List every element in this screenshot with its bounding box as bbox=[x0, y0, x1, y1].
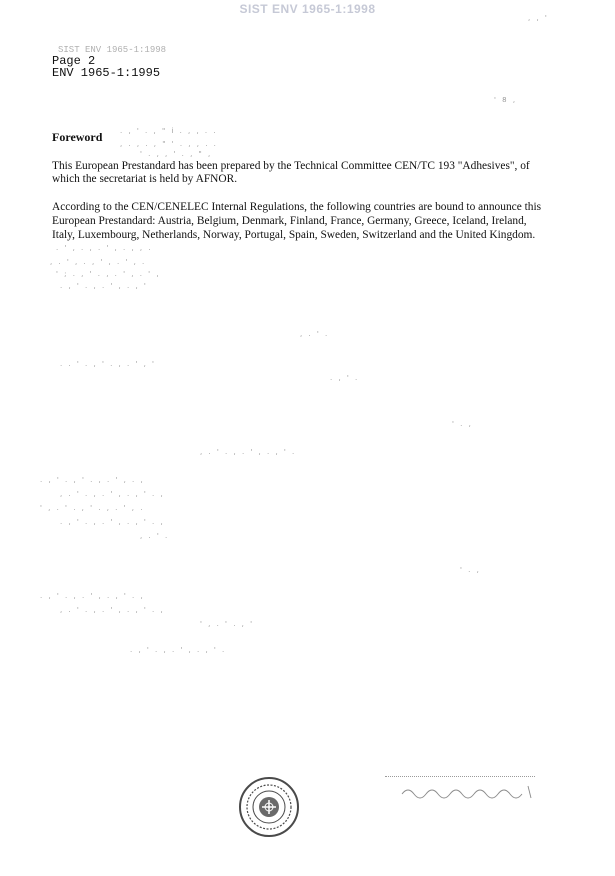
foreword-heading: Foreword bbox=[52, 130, 103, 144]
institute-seal-icon bbox=[238, 776, 300, 838]
scan-noise: ' 8 , bbox=[494, 96, 518, 104]
document-reference: ENV 1965-1:1995 bbox=[52, 66, 161, 80]
scan-noise: ' , . ' . , ' . , . ' , . bbox=[40, 504, 145, 512]
scan-noise: . , ' . , . ' , . , ' bbox=[60, 282, 148, 290]
scan-noise: , , ' bbox=[528, 14, 549, 22]
scan-noise: , . ' . bbox=[300, 330, 330, 338]
signature-line bbox=[385, 776, 535, 777]
scan-noise: , . ' . , . ' , . , ' . bbox=[200, 448, 297, 456]
scan-noise: , . ' , . , ' , . ' , . bbox=[50, 258, 147, 266]
scan-noise: . , ' . bbox=[330, 374, 360, 382]
scan-noise: , . ' . bbox=[140, 532, 170, 540]
scan-noise: , . , . , " ' . , , . . bbox=[120, 140, 218, 148]
scan-noise: , . ' . , . ' , . , ' . , bbox=[60, 490, 165, 498]
scan-noise: . , ' . , . ' , . , ' . , bbox=[60, 518, 165, 526]
scan-noise: . . ' . , ' . , . ' , ' bbox=[60, 360, 156, 368]
scan-noise: . , ' . , " i . , , . . bbox=[120, 127, 218, 135]
scan-noise: ' , . ' . , ' bbox=[200, 620, 255, 628]
foreword-paragraph-2-line-1: According to the CEN/CENELEC Internal Regulations, the following countries are bound to announce this bbox=[52, 201, 542, 213]
foreword-paragraph-2-line-3: Italy, Luxembourg, Netherlands, Norway, Portugal, Spain, Sweden, Switzerland and the United Kingdom. bbox=[52, 229, 536, 241]
signature-scribble-icon bbox=[400, 784, 540, 800]
scan-noise: ' . , bbox=[452, 420, 473, 428]
scan-noise: ' ; . , ' . , . ' , . ' , bbox=[56, 270, 161, 278]
scan-noise: . ' , . , . ' , . , , . bbox=[56, 244, 153, 252]
watermark: SIST ENV 1965-1:1998 bbox=[239, 2, 376, 16]
scan-noise: . , ' . , ' . , . ' , . , bbox=[40, 476, 145, 484]
scan-noise: . , ' . , . ' , . , ' . , bbox=[40, 592, 145, 600]
foreword-paragraph-1-line-1: This European Prestandard has been prepared by the Technical Committee CEN/TC 193 "Adhesives", of bbox=[52, 160, 530, 172]
foreword-paragraph-1-line-2: which the secretariat is held by AFNOR. bbox=[52, 173, 238, 185]
scan-noise: , . ' . , . ' , . , ' . , bbox=[60, 606, 165, 614]
page-label: Page 2 bbox=[52, 54, 96, 68]
foreword-paragraph-2-line-2: European Prestandard: Austria, Belgium, Denmark, Finland, France, Germany, Greece, Iceland, Ireland, bbox=[52, 215, 527, 227]
scan-noise: . , ' . , . ' , . , ' . bbox=[130, 646, 227, 654]
scan-noise: ' . , , ' . , " , bbox=[140, 150, 213, 158]
faint-reference: SIST ENV 1965-1:1998 bbox=[58, 45, 167, 55]
scan-noise: ' . , bbox=[460, 566, 481, 574]
